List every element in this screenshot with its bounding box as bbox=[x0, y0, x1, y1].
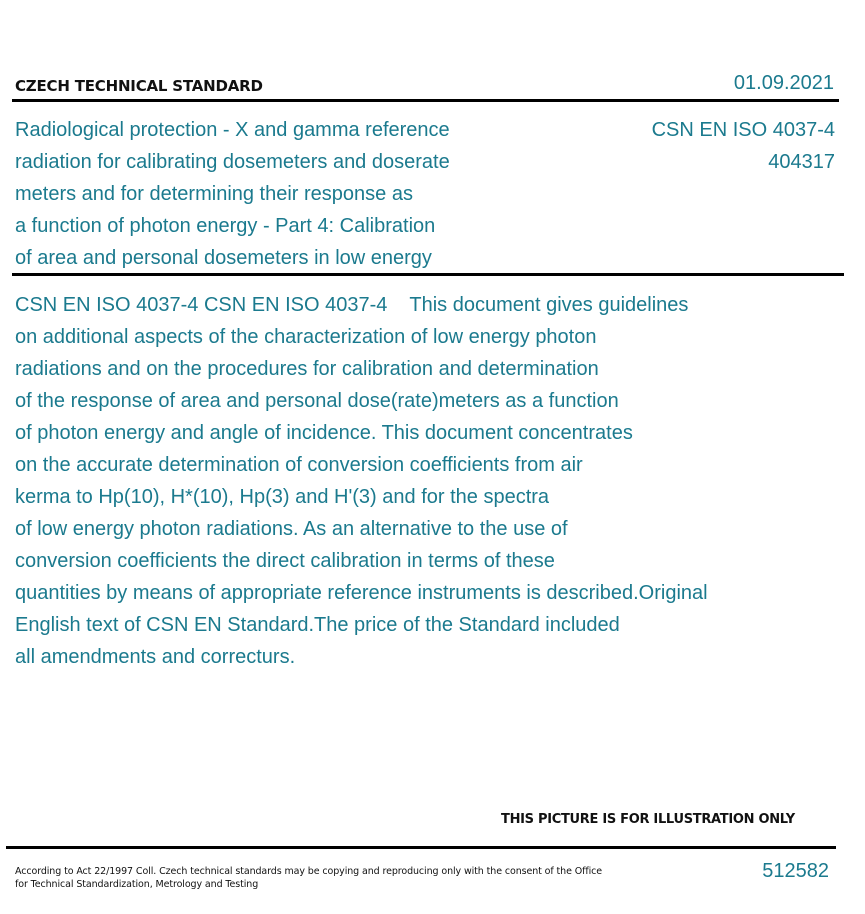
description-line: radiations and on the procedures for calibration and determination bbox=[15, 358, 599, 380]
standard-title-line: of area and personal dosemeters in low energy bbox=[15, 247, 432, 269]
standard-title-line: meters and for determining their response as bbox=[15, 183, 413, 205]
footer-divider bbox=[6, 846, 836, 849]
legal-notice-line: According to Act 22/1997 Coll. Czech technical standards may be copying and reproducing only with the consent of the Office bbox=[15, 866, 603, 877]
description-line: of photon energy and angle of incidence. This document concentrates bbox=[15, 422, 633, 444]
document-code: 512582 bbox=[762, 860, 829, 882]
legal-notice-line: for Technical Standardization, Metrology and Testing bbox=[15, 879, 259, 890]
standard-description bbox=[15, 289, 845, 673]
document-header bbox=[15, 72, 837, 98]
publication-date: 01.09.2021 bbox=[733, 72, 834, 94]
legal-notice bbox=[15, 865, 615, 891]
standard-designation: CSN EN ISO 4037-4 bbox=[651, 119, 835, 141]
standard-class-code: 404317 bbox=[768, 151, 835, 173]
header-divider bbox=[12, 99, 839, 102]
description-designation-prefix: CSN EN ISO 4037-4 CSN EN ISO 4037-4 bbox=[15, 294, 388, 316]
description-line: of the response of area and personal dose(rate)meters as a function bbox=[15, 390, 619, 412]
title-divider bbox=[12, 273, 844, 276]
description-first-line-text: This document gives guidelines bbox=[409, 294, 689, 316]
description-line: on the accurate determination of conversion coefficients from air bbox=[15, 454, 583, 476]
description-line: English text of CSN EN Standard.The price of the Standard included bbox=[15, 614, 620, 636]
description-line: conversion coefficients the direct calibration in terms of these bbox=[15, 550, 555, 572]
description-line: all amendments and correcturs. bbox=[15, 646, 296, 668]
standard-identifiers bbox=[652, 114, 835, 178]
standard-title-line: radiation for calibrating dosemeters and doserate bbox=[15, 151, 450, 173]
standard-title-line: a function of photon energy - Part 4: Calibration bbox=[15, 215, 436, 237]
description-line: quantities by means of appropriate reference instruments is described.Original bbox=[15, 582, 708, 604]
description-first-line bbox=[15, 289, 845, 321]
description-line: kerma to Hp(10), H*(10), Hp(3) and H'(3) and for the spectra bbox=[15, 486, 550, 508]
description-line: on additional aspects of the characterization of low energy photon bbox=[15, 326, 597, 348]
description-line: of low energy photon radiations. As an alternative to the use of bbox=[15, 518, 568, 540]
document-type-title: CZECH TECHNICAL STANDARD bbox=[15, 77, 263, 95]
standard-title bbox=[15, 114, 495, 274]
standard-title-line: Radiological protection - X and gamma reference bbox=[15, 119, 450, 141]
illustration-disclaimer: THIS PICTURE IS FOR ILLUSTRATION ONLY bbox=[501, 812, 795, 827]
